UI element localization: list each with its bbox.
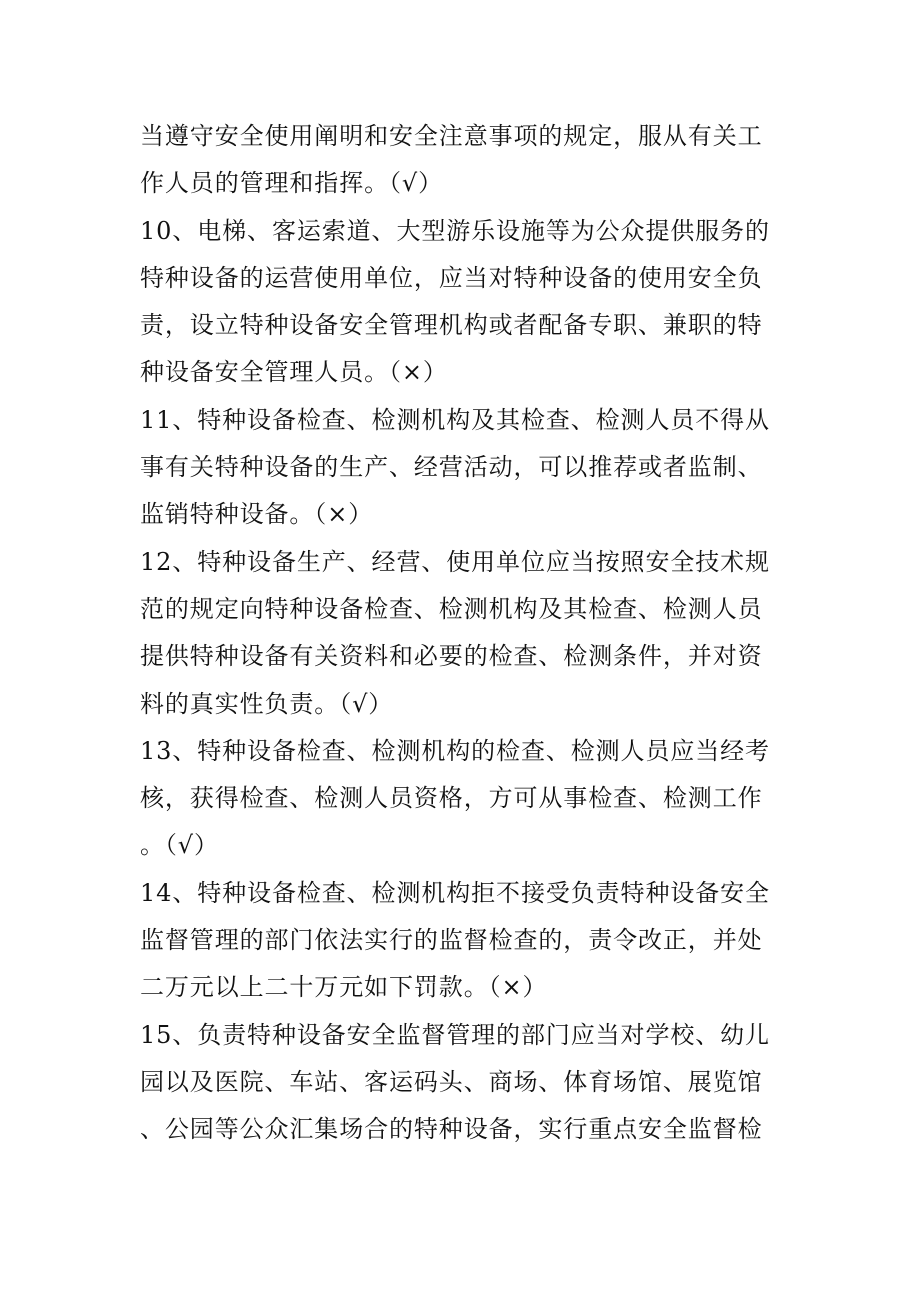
text-line: 提供特种设备有关资料和必要的检查、检测条件，并对资 — [140, 642, 763, 671]
document-text — [140, 113, 780, 1154]
text-line: 二万元以上二十万元如下罚款。（×） — [140, 973, 548, 1002]
text-line: 监销特种设备。（×） — [140, 500, 374, 529]
text-line: 、公园等公众汇集场合的特种设备，实行重点安全监督检 — [140, 1115, 763, 1144]
text-line: 当遵守安全使用阐明和安全注意事项的规定，服从有关工 — [140, 122, 763, 150]
text-line: 核，获得检查、检测人员资格，方可从事检查、检测工作 — [140, 784, 763, 813]
text-line: 13、特种设备检查、检测机构的检查、检测人员应当经考 — [140, 736, 770, 765]
text-line: 作人员的管理和指挥。（√） — [140, 169, 443, 198]
text-line: 种设备安全管理人员。（×） — [140, 358, 448, 387]
text-line: 事有关特种设备的生产、经营活动，可以推荐或者监制、 — [140, 453, 763, 482]
text-line: 监督管理的部门依法实行的监督检查的，责令改正，并处 — [140, 926, 763, 955]
text-line: 10、电梯、客运索道、大型游乐设施等为公众提供服务的 — [140, 216, 770, 245]
text-line: 园以及医院、车站、客运码头、商场、体育场馆、展览馆 — [140, 1067, 763, 1096]
text-line: 料的真实性负责。（√） — [140, 689, 394, 718]
text-line: 责，设立特种设备安全管理机构或者配备专职、兼职的特 — [140, 311, 763, 340]
text-line: 14、特种设备检查、检测机构拒不接受负责特种设备安全 — [140, 878, 770, 907]
text-line: 范的规定向特种设备检查、检测机构及其检查、检测人员 — [140, 594, 763, 623]
text-line: 特种设备的运营使用单位，应当对特种设备的使用安全负 — [140, 263, 763, 292]
text-line: 11、特种设备检查、检测机构及其检查、检测人员不得从 — [140, 405, 770, 434]
text-line: 15、负责特种设备安全监督管理的部门应当对学校、幼儿 — [140, 1020, 770, 1049]
text-line: 12、特种设备生产、经营、使用单位应当按照安全技术规 — [140, 547, 770, 576]
text-line: 。（√） — [140, 831, 219, 860]
